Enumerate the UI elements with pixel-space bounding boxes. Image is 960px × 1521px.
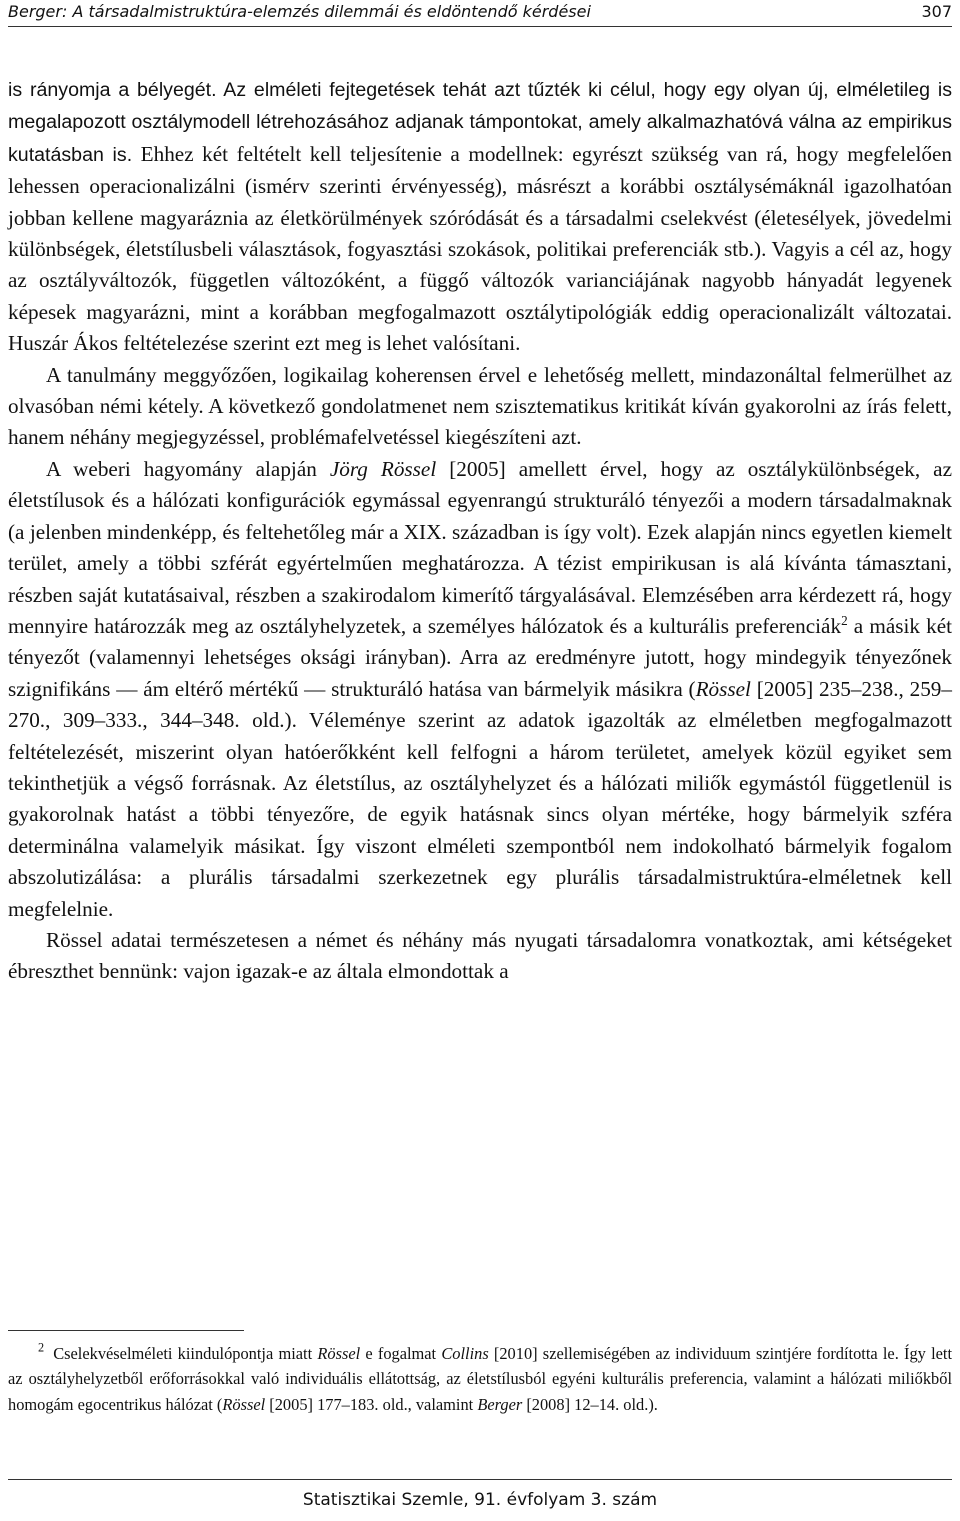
paragraph-3 [8, 454, 952, 925]
footnote [8, 1341, 952, 1417]
author-name: Rössel [695, 676, 751, 701]
paragraph-2: A tanulmány meggyőzően, logikailag koherensen érvel e lehetőség mellett, mindazonáltal felmerülhet az olvasóban némi kétely. A következő gondolatmenet nem szisztematikus kritikát kíván gyakorolni az írás felett, hanem néhány megjegyzéssel, problémafelvetéssel kiegészíteni azt. [8, 362, 952, 450]
paragraph-3-text-c: a másik két tényezőt (valamennyi lehetséges oksági irányban). Arra az eredményre jutott, hogy mindegyik tényezőnek szignifikáns — ám eltérő mértékű — strukturáló hatása van bármelyik másikra ( [8, 613, 953, 701]
footer-rule [8, 1479, 952, 1480]
author-name: Rössel [317, 1344, 361, 1363]
running-header [0, 0, 960, 28]
paragraph-3-text-b: [2005] amellett érvel, hogy az osztálykülönbségek, az életstílusok és a hálózati konfigurációk egymással egyenrangú strukturáló tényezői a modern társadalmaknak (a jelenben mindenképp, és feltehetőleg már a XIX. században is így volt). Ezek alapján nincs egyetlen kiemelt terület, amely a többi szférát egyértelműen meghatározza. A tézist empirikusan is alá kívánta támasztani, részben saját kutatásaival, részben a szakirodalom kimerítő tárgyalásával. Elemzésében arra kérdezett rá, hogy mennyire határozzák meg az osztályhelyzetek, a személyes hálózatok és a kulturális preferenciák [8, 456, 952, 638]
paragraph-1 [8, 74, 952, 360]
footnote-mark-number: 2 [38, 1340, 45, 1355]
paragraph-3-text-d: [2005] 235–238., 259–270., 309–333., 344–348. old.). Véleménye szerint az adatok igazolták az elméletben megfogalmazott feltételezését, miszerint olyan hatóerőkként kell felfogni a három területet, amelyek közül egyiket sem tekinthetjük a végső forrásnak. Az életstílus, az osztályhelyzet és a hálózati miliők egymástól függetlenül is gyakorolnak hatást a többi tényezőre, de egyik hatásnak sincs olyan mértéke, hogy bármelyik szféra determinálna valamelyik másikat. Így viszont elméleti szempontból nem indokolható bármelyik fogalom abszolutizálása: a plurális társadalmi szerkezetnek egy plurális társadalmistruktúra-elméletnek kell megfelelnie. [8, 676, 952, 921]
footnote-text-d: [2005] 177–183. old., valamint [265, 1394, 478, 1414]
paragraph-4: Rössel adatai természetesen a német és néhány más nyugati társadalomra vonatkoztak, ami kétségeket ébreszthet bennünk: vajon igazak-e az általa elmondottak a [8, 927, 952, 984]
header-rule [8, 26, 952, 27]
paragraph-3-text-a: A weberi hagyomány alapján [46, 456, 330, 481]
footnote-mark [8, 1341, 48, 1366]
footnote-text-a: Cselekvéselméleti kiindulópontja miatt [48, 1344, 318, 1363]
author-name: Collins [441, 1344, 489, 1363]
running-title: Berger: A társadalmistruktúra-elemzés dilemmái és eldöntendő kérdései [8, 2, 591, 21]
author-name: Jörg Rössel [329, 456, 437, 481]
page-number: 307 [921, 2, 952, 21]
footnote-text-e: [2008] 12–14. old.). [522, 1394, 658, 1414]
paragraph-1-serif-part: Ehhez két feltételt kell teljesítenie a modellnek: egyrészt szükség van rá, hogy megfelelően lehessen operacionalizálni (ismérv szerinti érvényesség), másrészt a korábbi osztálysémáknál igazolhatóan jobban kellene magyaráznia az életkörülmények szóródását és a társadalmi cselekvést (életesélyek, jövedelmi különbségek, életstílusbeli választások, fogyasztási szokások, politikai preferenciák stb.). Vagyis a cél az, hogy az osztályváltozók, független változóként, a függő változók varianciájának nagyobb hányadát legyenek képesek magyarázni, mint a korábban megfogalmazott osztálytipológiák eddig operacionalizált változatai. Huszár Ákos feltételezése szerint ezt meg is lehet valósítani. [8, 141, 952, 356]
author-name: Berger [477, 1394, 523, 1414]
author-name: Rössel [222, 1394, 266, 1414]
main-text [8, 74, 952, 988]
footnote-reference[interactable]: 2 [841, 612, 848, 628]
paragraph-1-sans-part: is rányomja a bélyegét. Az elméleti fejtegetések tehát azt tűzték ki célul, hogy egy olyan új, elméletileg is megalapozott osztálymodell létrehozásához adjanak támpontokat, amely alkalmazhatóvá válna az empirikus kutatásban is. [8, 79, 952, 166]
footnote-rule [8, 1330, 244, 1331]
running-footer: Statisztikai Szemle, 91. évfolyam 3. szám [302, 1490, 658, 1510]
footnote-text-b: e fogalmat [360, 1344, 442, 1363]
footnote-text-c: [2010] szellemiségében az individuum szintjére fordította le. Így lett az osztályhelyzetből erőforrásokkal való individuális ellátottság, az életstílusból egyéni kulturális preferencia, valamint a hálózati miliőkből homogám egocentrikus hálózat ( [8, 1344, 953, 1414]
